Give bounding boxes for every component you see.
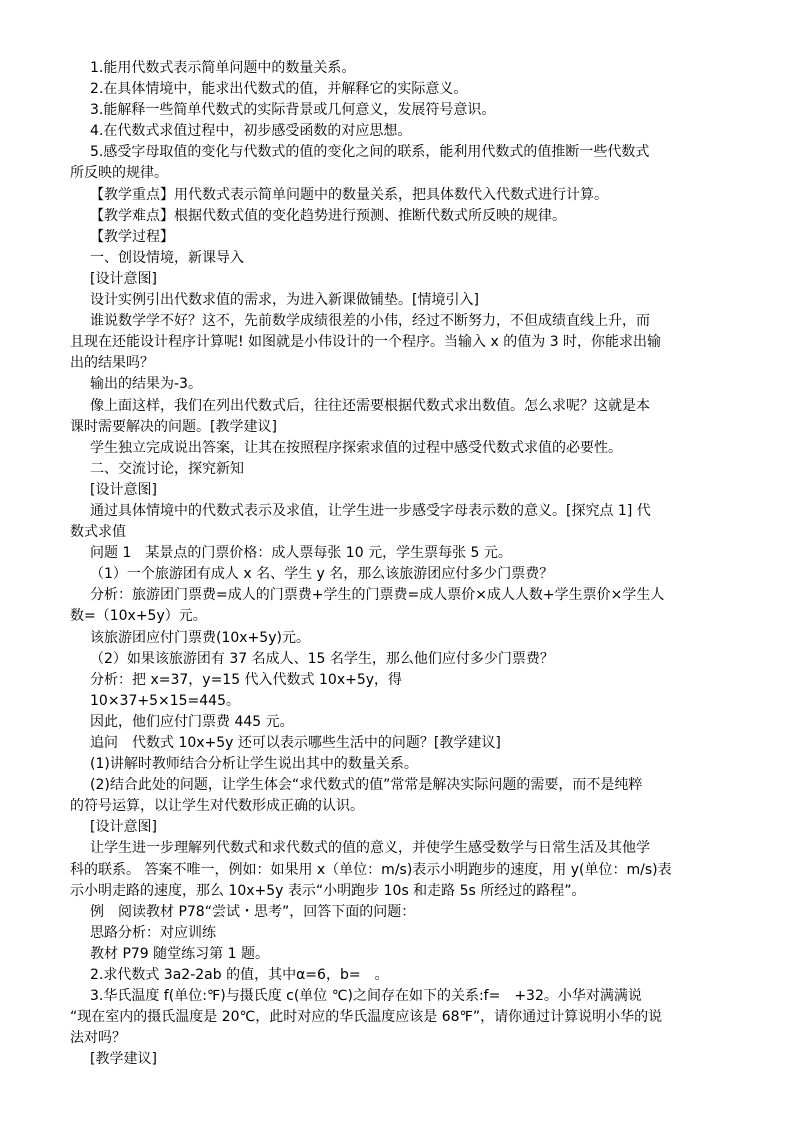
text-line: 问题 1 某景点的门票价格：成人票每张 10 元，学生票每张 5 元。 bbox=[90, 545, 512, 562]
text-line: 像上面这样，我们在列出代数式后，往往还需要根据代数式求出数值。怎么求呢？这就是本 bbox=[90, 397, 650, 414]
text-line: 科的联系。 答案不唯一，例如：如果用 x（单位：m/s)表示小明跑步的速度，用 y(单位：m/s)表 bbox=[70, 861, 672, 878]
text-line: 的符号运算，以让学生对代数形成正确的认识。 bbox=[70, 798, 364, 815]
text-line: 二、交流讨论，探究新知 bbox=[90, 460, 244, 477]
text-line: [设计意图] bbox=[90, 481, 157, 498]
text-line: 4.在代数式求值过程中，初步感受函数的对应思想。 bbox=[90, 123, 412, 140]
text-line: “现在室内的摄氏温度是 20℃，此时对应的华氏温度应该是 68℉”，请你通过计算说明小华的说 bbox=[70, 1009, 663, 1026]
text-line: 因此，他们应付门票费 445 元。 bbox=[90, 713, 294, 730]
text-line: 数=（10x+5y）元。 bbox=[70, 608, 207, 625]
text-line: 3.华氏温度 f(单位:℉)与摄氏度 c(单位 ℃)之间存在如下的关系:f= +32。小华对满满说 bbox=[90, 988, 642, 1005]
text-line: 教材 P79 随堂练习第 1 题。 bbox=[90, 945, 269, 962]
text-line: 数式求值 bbox=[70, 524, 126, 541]
text-line: (2)结合此处的问题，让学生体会“求代数式的值”常常是解决实际问题的需要，而不是纯粹 bbox=[90, 777, 643, 794]
text-line: 出的结果吗？ bbox=[70, 355, 154, 372]
text-line: 谁说数学学不好？这不，先前数学成绩很差的小伟，经过不断努力，不但成绩直线上升，而 bbox=[90, 313, 650, 330]
text-line: (1)讲解时教师结合分析让学生说出其中的数量关系。 bbox=[90, 756, 418, 773]
text-line: 追问 代数式 10x+5y 还可以表示哪些生活中的问题？[教学建议] bbox=[90, 735, 501, 751]
text-line: 3.能解释一些简单代数式的实际背景或几何意义，发展符号意识。 bbox=[90, 102, 496, 119]
text-line: 一、创设情境，新课导入 bbox=[90, 249, 244, 266]
text-line: 所反映的规律。 bbox=[70, 165, 168, 182]
text-line: 示小明走路的速度，那么 10x+5y 表示“小明跑步 10s 和走路 5s 所经过的路程”。 bbox=[70, 882, 586, 899]
text-line: 5.感受字母取值的变化与代数式的值的变化之间的联系，能利用代数式的值推断一些代数式 bbox=[90, 144, 650, 161]
text-line: 输出的结果为-3。 bbox=[90, 376, 202, 393]
text-line: 2.在具体情境中，能求出代数式的值，并解释它的实际意义。 bbox=[90, 81, 468, 98]
text-line: 思路分析：对应训练 bbox=[90, 924, 216, 941]
text-line: 10×37+5×15=445。 bbox=[90, 692, 240, 709]
text-line: 分析：把 x=37，y=15 代入代数式 10x+5y，得 bbox=[90, 671, 403, 688]
text-line: 课时需要解决的问题。[教学建议] bbox=[70, 418, 277, 435]
text-line: 2.求代数式 3a2-2ab 的值，其中α=6，b= 。 bbox=[90, 967, 389, 984]
text-line: 该旅游团应付门票费(10x+5y)元。 bbox=[90, 629, 310, 646]
text-line: [教学建议] bbox=[90, 1051, 157, 1068]
text-line: 【教学难点】根据代数式值的变化趋势进行预测、推断代数式所反映的规律。 bbox=[90, 207, 566, 224]
text-line: 让学生进一步理解列代数式和求代数式的值的意义，并使学生感受数学与日常生活及其他学 bbox=[90, 840, 650, 857]
text-line: （1）一个旅游团有成人 x 名、学生 y 名，那么该旅游团应付多少门票费？ bbox=[90, 566, 554, 583]
text-line: 分析：旅游团门票费=成人的门票费+学生的门票费=成人票价×成人人数+学生票价×学生人 bbox=[90, 587, 665, 604]
text-line: 例 阅读教材 P78“尝试・思考”，回答下面的问题： bbox=[90, 903, 416, 920]
text-line: 通过具体情境中的代数式表示及求值，让学生进一步感受字母表示数的意义。[探究点 1] 代 bbox=[90, 502, 651, 519]
document-body bbox=[70, 58, 734, 1071]
text-line: 且现在还能设计程序计算呢! 如图就是小伟设计的一个程序。当输入 x 的值为 3 时，你能求出输 bbox=[70, 334, 662, 351]
text-line: [设计意图] bbox=[90, 819, 157, 836]
text-line: [设计意图] bbox=[90, 270, 157, 287]
text-line: 【教学重点】用代数式表示简单问题中的数量关系，把具体数代入代数式进行计算。 bbox=[90, 186, 608, 203]
text-line: （2）如果该旅游团有 37 名成人、15 名学生，那么他们应付多少门票费？ bbox=[90, 650, 554, 667]
text-line: 【教学过程】 bbox=[90, 228, 174, 245]
text-line: 学生独立完成说出答案，让其在按照程序探索求值的过程中感受代数式求值的必要性。 bbox=[90, 439, 622, 456]
text-line: 1.能用代数式表示简单问题中的数量关系。 bbox=[90, 60, 356, 76]
text-line: 设计实例引出代数求值的需求，为进入新课做铺垫。[情境引入] bbox=[90, 292, 479, 309]
text-line: 法对吗？ bbox=[70, 1030, 126, 1047]
